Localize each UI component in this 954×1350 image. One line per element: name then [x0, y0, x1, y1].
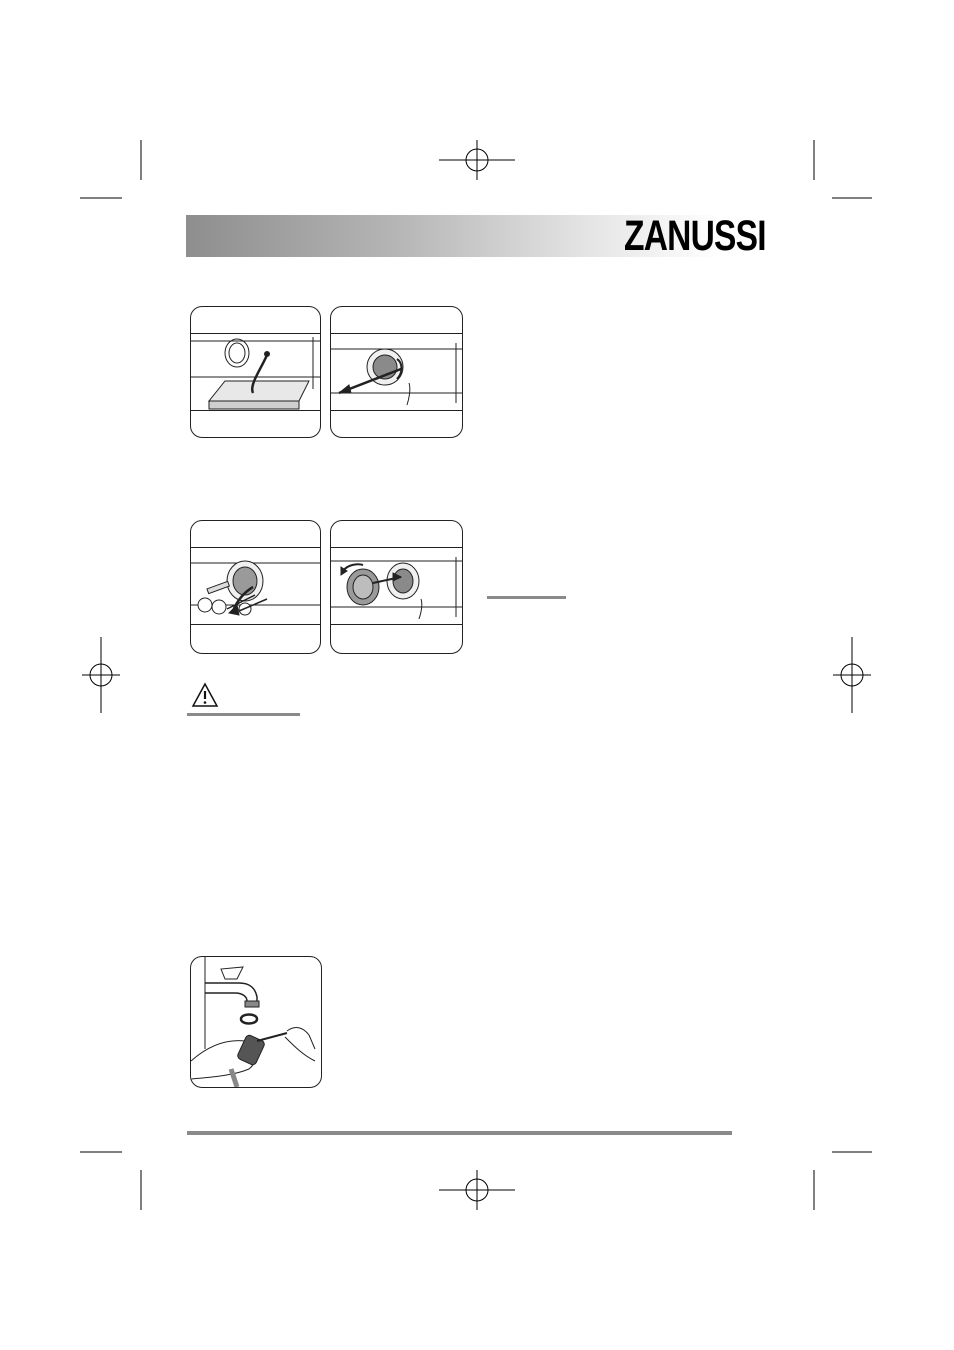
registration-target-left — [82, 637, 120, 713]
warning-underline — [187, 713, 300, 716]
registration-target-right — [833, 637, 871, 713]
warning-triangle-icon — [191, 682, 219, 708]
remove-objects-from-pump-illustration — [190, 520, 321, 654]
footer-rule — [187, 1131, 732, 1135]
section-underline — [487, 596, 566, 599]
refit-pump-cover-illustration — [330, 520, 463, 654]
brand-logo: ZANUSSI — [624, 212, 766, 260]
registration-target-top — [439, 140, 515, 180]
drain-container-under-pump-illustration — [190, 306, 321, 438]
clean-tap-filter-illustration — [190, 956, 322, 1088]
header-bar — [186, 212, 770, 260]
registration-target-bottom — [439, 1170, 515, 1210]
unscrew-pump-cover-illustration — [330, 306, 463, 438]
